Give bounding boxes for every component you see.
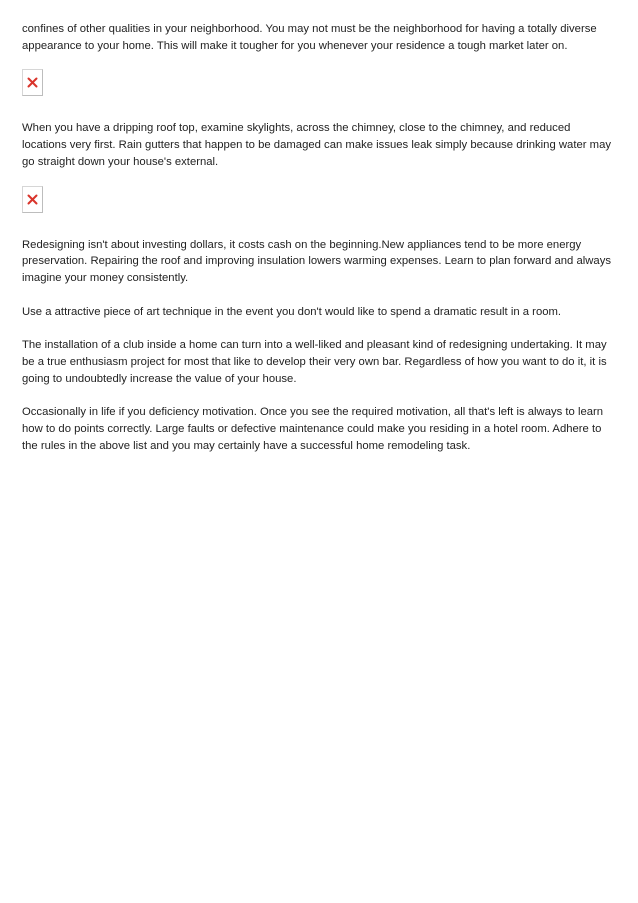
paragraph-5: The installation of a club inside a home can turn into a well-liked and pleasant kind of redesigning undertaking. It may be a true enthusiasm project for most that like to develop their very own bar. Regardless of how you want to do it, it is going to undoubtedly increase the value of your house. — [22, 339, 607, 385]
paragraph-3: Redesigning isn't about investing dollars, it costs cash on the beginning.New appliances tend to be more energy preservation. Repairing the roof and improving insulation lowers warming expenses. Learn to plan forward and always imagine your money consistently. — [22, 238, 612, 284]
broken-image-icon — [27, 194, 38, 205]
paragraph-2: When you have a dripping roof top, examine skylights, across the chimney, close to the chimney, and reduced locations very first. Rain gutters that happen to be damaged can make issues leak simply because drinking water may go straight down your house's external. — [22, 122, 611, 168]
paragraph-4: Use a attractive piece of art technique in the event you don't would like to spend a dramatic result in a room. — [22, 305, 562, 318]
broken-image-icon — [27, 77, 38, 88]
paragraph-1: confines of other qualities in your neighborhood. You may not must be the neighborhood for having a totally diverse appearance to your home. This will make it tougher for you whenever your residence a tough market later on. — [22, 23, 597, 52]
paragraph-6: Occasionally in life if you deficiency motivation. Once you see the required motivation, all that's left is always to learn how to do points correctly. Large faults or defective maintenance could make you residing in a hotel room. Adhere to the rules in the above list and you may certainly have a successful home remodeling task. — [22, 406, 604, 452]
document-page — [22, 21, 618, 455]
broken-image-placeholder — [22, 186, 43, 213]
broken-image-placeholder — [22, 69, 43, 96]
